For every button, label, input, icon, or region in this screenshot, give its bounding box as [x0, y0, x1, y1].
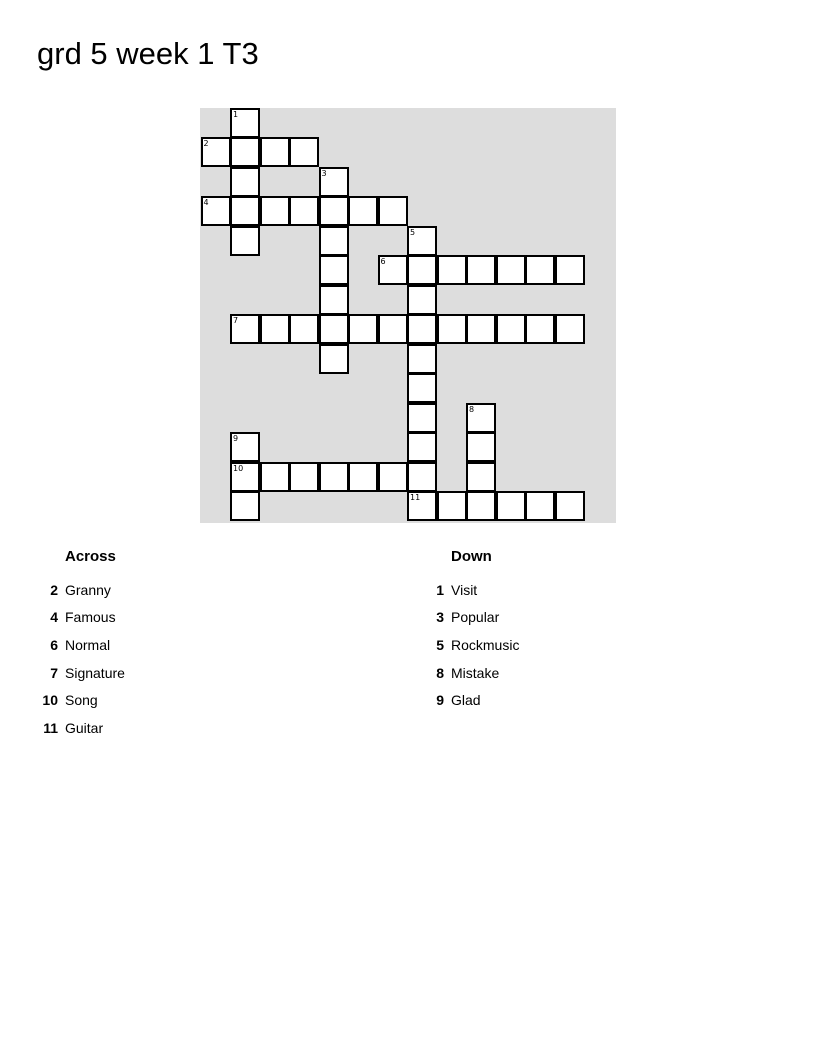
clue-number: 10	[42, 692, 58, 709]
crossword-cell[interactable]	[407, 403, 437, 433]
page-title: grd 5 week 1 T3	[37, 36, 259, 71]
across-clue	[30, 659, 125, 687]
crossword-cell[interactable]	[348, 314, 378, 344]
crossword-cell[interactable]	[230, 462, 260, 492]
cell-number: 9	[233, 434, 239, 443]
clue-text: Rockmusic	[451, 636, 520, 653]
crossword-cell[interactable]	[555, 255, 585, 285]
crossword-cell[interactable]	[407, 255, 437, 285]
crossword-cell[interactable]	[407, 373, 437, 403]
crossword-cell[interactable]	[437, 491, 467, 521]
cell-number: 8	[469, 404, 475, 414]
crossword-cell[interactable]	[319, 226, 349, 256]
clue-number: 4	[50, 609, 58, 626]
crossword-cell[interactable]	[437, 314, 467, 344]
cell-number: 3	[321, 168, 327, 178]
crossword-cell[interactable]	[230, 167, 260, 197]
crossword-cell[interactable]	[319, 196, 349, 226]
crossword-cell[interactable]	[496, 255, 526, 285]
cell-number: 10	[233, 463, 244, 473]
crossword-cell[interactable]	[319, 314, 349, 344]
clue-number: 7	[50, 664, 58, 681]
clue-text: Granny	[65, 581, 111, 598]
crossword-cell[interactable]	[466, 462, 496, 492]
cell-number: 4	[203, 198, 209, 207]
crossword-cell[interactable]	[466, 432, 496, 462]
clue-text: Normal	[65, 636, 111, 653]
crossword-cell[interactable]	[496, 491, 526, 521]
crossword-cell[interactable]	[407, 344, 437, 374]
crossword-cell[interactable]	[201, 196, 231, 226]
down-clue	[416, 604, 519, 632]
crossword-cell[interactable]	[289, 314, 319, 344]
crossword-cell[interactable]	[525, 255, 555, 285]
crossword-cell[interactable]	[555, 491, 585, 521]
crossword-cell[interactable]	[525, 491, 555, 521]
clue-number: 2	[50, 581, 58, 598]
across-clue	[30, 576, 125, 604]
crossword-cell[interactable]	[555, 314, 585, 344]
clue-number: 6	[50, 636, 58, 653]
crossword-cell[interactable]	[348, 462, 378, 492]
down-clues	[416, 546, 519, 714]
crossword-cell[interactable]	[260, 314, 290, 344]
crossword-cell[interactable]	[260, 462, 290, 492]
crossword-cell[interactable]	[466, 491, 496, 521]
crossword-cell[interactable]	[407, 226, 437, 256]
crossword-cell[interactable]	[525, 314, 555, 344]
cell-number: 1	[233, 109, 239, 119]
crossword-cell[interactable]	[230, 196, 260, 226]
crossword-cell[interactable]	[348, 196, 378, 226]
down-clue	[416, 659, 519, 687]
crossword-cell[interactable]	[466, 255, 496, 285]
clue-text: Song	[65, 692, 98, 709]
crossword-cell[interactable]	[407, 314, 437, 344]
crossword-cell[interactable]	[230, 108, 260, 138]
across-clues	[30, 546, 125, 742]
crossword-cell[interactable]	[378, 255, 408, 285]
across-clue	[30, 714, 125, 742]
crossword-cell[interactable]	[407, 285, 437, 315]
clue-number: 1	[436, 581, 444, 598]
crossword-cell[interactable]	[230, 314, 260, 344]
across-clue	[30, 686, 125, 714]
crossword-cell[interactable]	[378, 462, 408, 492]
cell-number: 7	[233, 316, 239, 325]
crossword-cell[interactable]	[319, 344, 349, 374]
crossword-grid	[200, 108, 616, 523]
crossword-cell[interactable]	[289, 462, 319, 492]
clue-text: Visit	[451, 581, 478, 598]
clue-number: 11	[43, 719, 58, 736]
across-clue-list	[30, 576, 125, 742]
crossword-cell[interactable]	[289, 137, 319, 167]
crossword-cell[interactable]	[437, 255, 467, 285]
clue-number: 8	[436, 664, 444, 681]
crossword-cell[interactable]	[319, 462, 349, 492]
crossword-cell[interactable]	[260, 196, 290, 226]
crossword-cell[interactable]	[201, 137, 231, 167]
clue-text: Famous	[65, 609, 116, 626]
crossword-cell[interactable]	[407, 462, 437, 492]
cell-number: 11	[410, 493, 421, 502]
crossword-cell[interactable]	[230, 226, 260, 256]
cell-number: 6	[380, 257, 386, 266]
clue-text: Signature	[65, 664, 125, 681]
clue-number: 9	[436, 692, 444, 709]
crossword-cell[interactable]	[230, 137, 260, 167]
crossword-cell[interactable]	[407, 491, 437, 521]
clue-text: Popular	[451, 609, 500, 626]
down-clue-list	[416, 576, 519, 714]
crossword-cell[interactable]	[319, 167, 349, 197]
crossword-cell[interactable]	[230, 491, 260, 521]
crossword-cell[interactable]	[378, 196, 408, 226]
crossword-cell[interactable]	[289, 196, 319, 226]
crossword-cell[interactable]	[230, 432, 260, 462]
crossword-cell[interactable]	[319, 285, 349, 315]
across-clue	[30, 631, 125, 659]
clue-number: 5	[436, 636, 444, 653]
crossword-cell[interactable]	[260, 137, 290, 167]
crossword-cell[interactable]	[496, 314, 526, 344]
crossword-cell[interactable]	[466, 314, 496, 344]
down-heading: Down	[451, 548, 492, 565]
cell-number: 2	[203, 139, 209, 148]
crossword-cell[interactable]	[407, 432, 437, 462]
crossword-cell[interactable]	[466, 403, 496, 433]
clue-text: Guitar	[65, 719, 104, 736]
across-heading: Across	[65, 548, 116, 565]
down-clue	[416, 686, 519, 714]
across-clue	[30, 604, 125, 632]
clue-text: Glad	[451, 692, 481, 709]
clue-number: 3	[436, 609, 444, 626]
clue-text: Mistake	[451, 664, 500, 681]
cell-number: 5	[410, 227, 416, 237]
down-clue	[416, 576, 519, 604]
down-clue	[416, 631, 519, 659]
crossword-cell[interactable]	[319, 255, 349, 285]
crossword-cell[interactable]	[378, 314, 408, 344]
